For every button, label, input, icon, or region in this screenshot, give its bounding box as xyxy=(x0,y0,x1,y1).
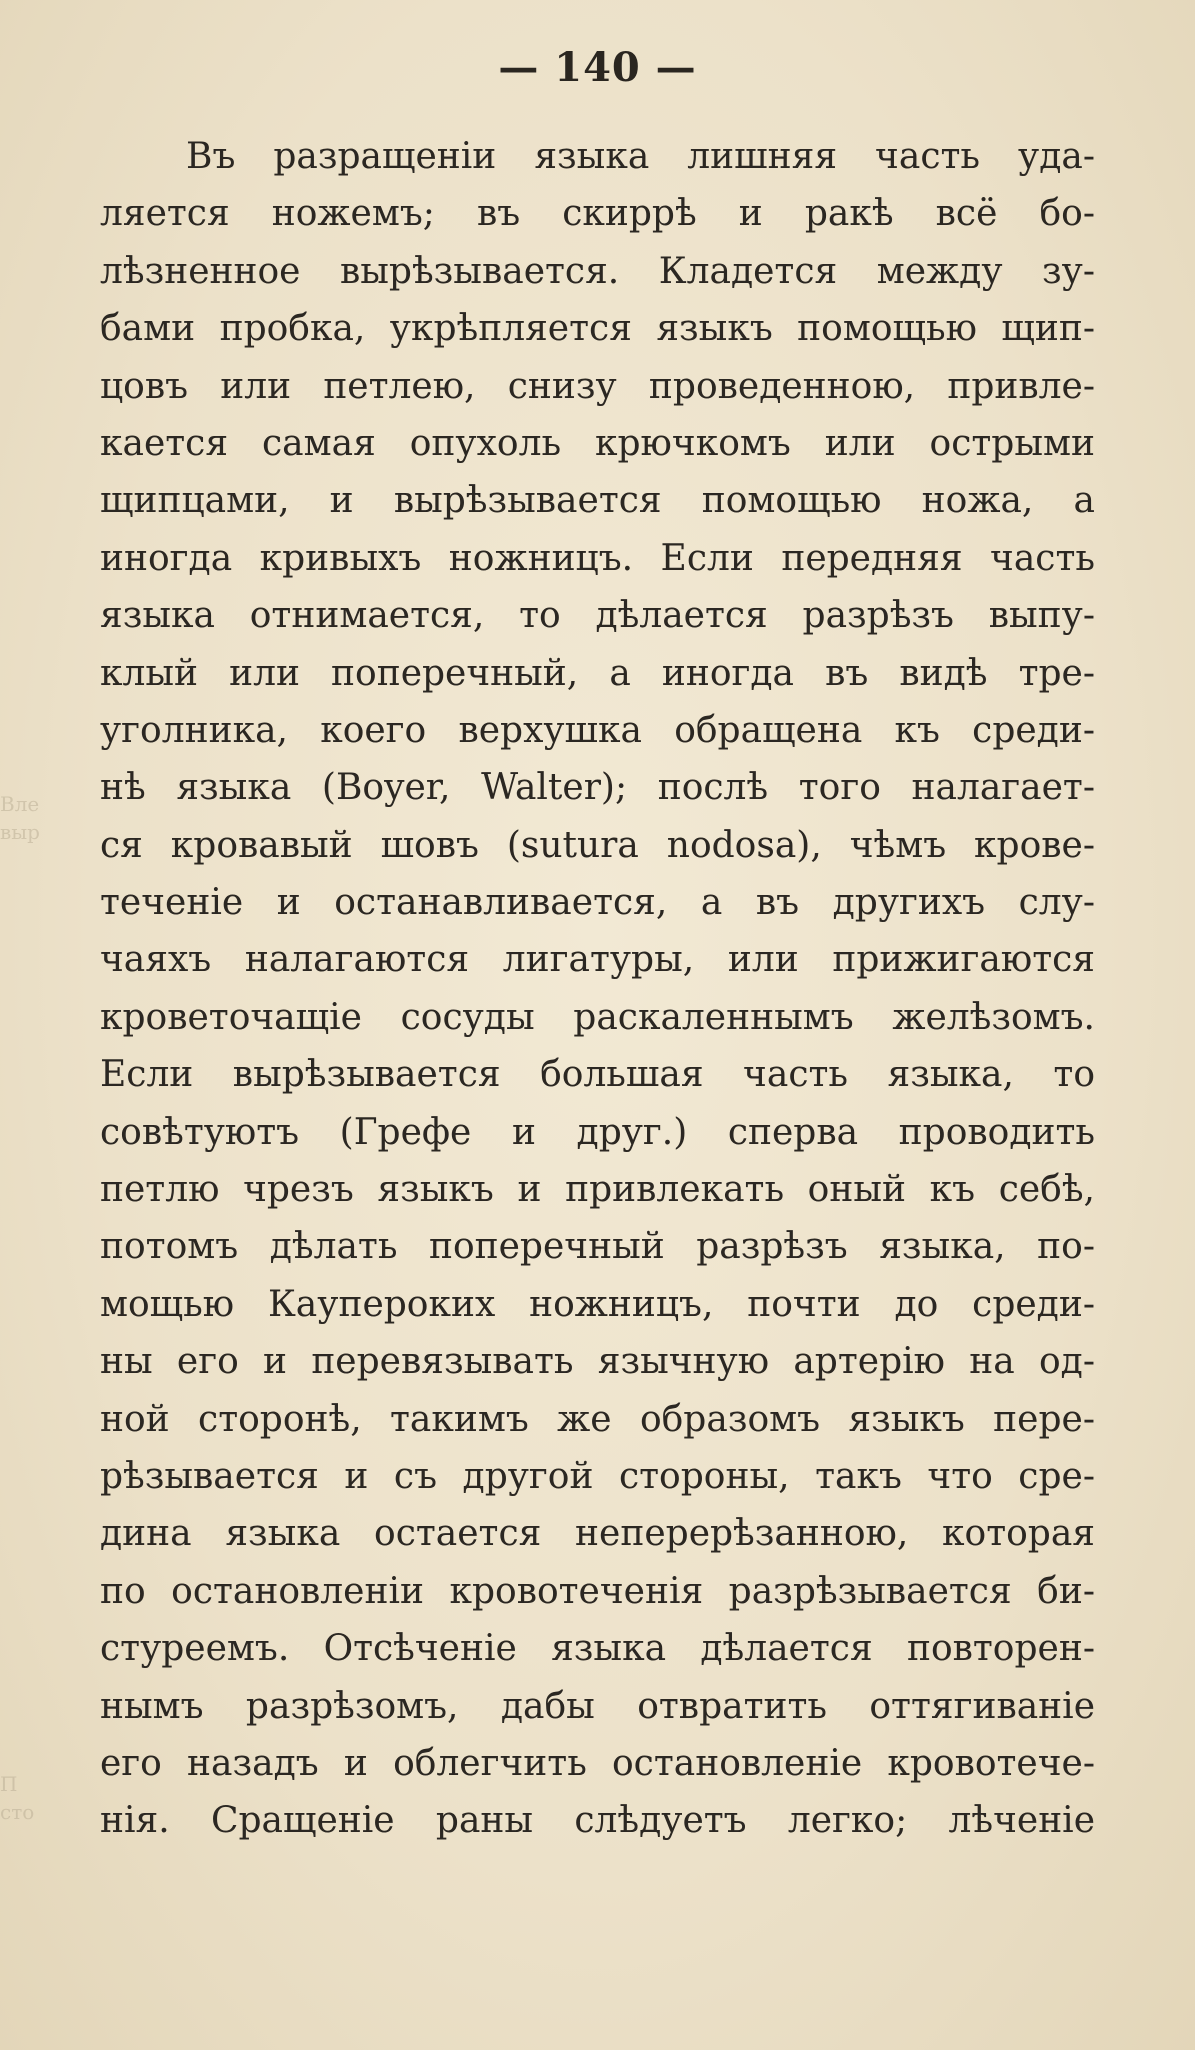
text-line: ны его и перевязывать язычную артерію на од- xyxy=(100,1341,1095,1383)
bleed-through-margin-text-lower: П сто xyxy=(0,1772,35,1824)
page-number: — 140 — xyxy=(498,44,697,91)
text-line: его назадъ и облегчить остановленіе кровотече- xyxy=(100,1742,1095,1784)
text-line: ляется ножемъ; въ скиррѣ и ракѣ всё бо- xyxy=(100,193,1095,235)
text-line: совѣтуютъ (Грефе и друг.) сперва проводить xyxy=(100,1111,1095,1153)
text-line: стуреемъ. Отсѣченіе языка дѣлается повторен- xyxy=(100,1628,1095,1670)
text-line: лѣзненное вырѣзывается. Кладется между зу- xyxy=(100,250,1095,292)
text-line: кроветочащіе сосуды раскаленнымъ желѣзомъ. xyxy=(100,996,1095,1038)
text-line: мощью Каупероких ножницъ, почти до среди- xyxy=(100,1283,1095,1325)
text-line: петлю чрезъ языкъ и привлекать оный къ себѣ, xyxy=(100,1169,1095,1211)
text-line: иногда кривыхъ ножницъ. Если передняя часть xyxy=(100,537,1095,579)
text-line: чаяхъ налагаются лигатуры, или прижигаются xyxy=(100,939,1095,981)
text-line: потомъ дѣлать поперечный разрѣзъ языка, по- xyxy=(100,1226,1095,1268)
text-line: щипцами, и вырѣзывается помощью ножа, а xyxy=(100,480,1095,522)
text-line: по остановленіи кровотеченія разрѣзывается би- xyxy=(100,1570,1095,1612)
text-line: ся кровавый шовъ (sutura nodosa), чѣмъ крове- xyxy=(100,824,1095,866)
text-line: ной сторонѣ, такимъ же образомъ языкъ пере- xyxy=(100,1398,1095,1440)
text-line: цовъ или петлею, снизу проведенною, привле- xyxy=(100,365,1095,407)
text-line: кается самая опухоль крючкомъ или острыми xyxy=(100,422,1095,464)
text-line: бами пробка, укрѣпляется языкъ помощью щип- xyxy=(100,308,1095,350)
text-line: языка отнимается, то дѣлается разрѣзъ выпу- xyxy=(100,595,1095,637)
text-line: клый или поперечный, а иногда въ видѣ тре- xyxy=(100,652,1095,694)
body-paragraph xyxy=(100,128,1095,1850)
bleed-through-margin-text: Вле выр xyxy=(0,792,40,844)
text-line: Если вырѣзывается большая часть языка, то xyxy=(100,1054,1095,1096)
text-line: дина языка остается неперерѣзанною, которая xyxy=(100,1513,1095,1555)
text-line: рѣзывается и съ другой стороны, такъ что сре- xyxy=(100,1455,1095,1497)
text-line: Въ разращеніи языка лишняя часть уда- xyxy=(186,136,1095,177)
text-line: уголника, коего верхушка обращена къ среди- xyxy=(100,709,1095,751)
text-line: нія. Сращеніе раны слѣдуетъ легко; лѣченіе xyxy=(100,1800,1095,1842)
text-line: нымъ разрѣзомъ, дабы отвратить оттягиваніе xyxy=(100,1685,1095,1727)
text-line: нѣ языка (Boyer, Walter); послѣ того налагает- xyxy=(100,767,1095,809)
text-line: теченіе и останавливается, а въ другихъ слу- xyxy=(100,882,1095,924)
